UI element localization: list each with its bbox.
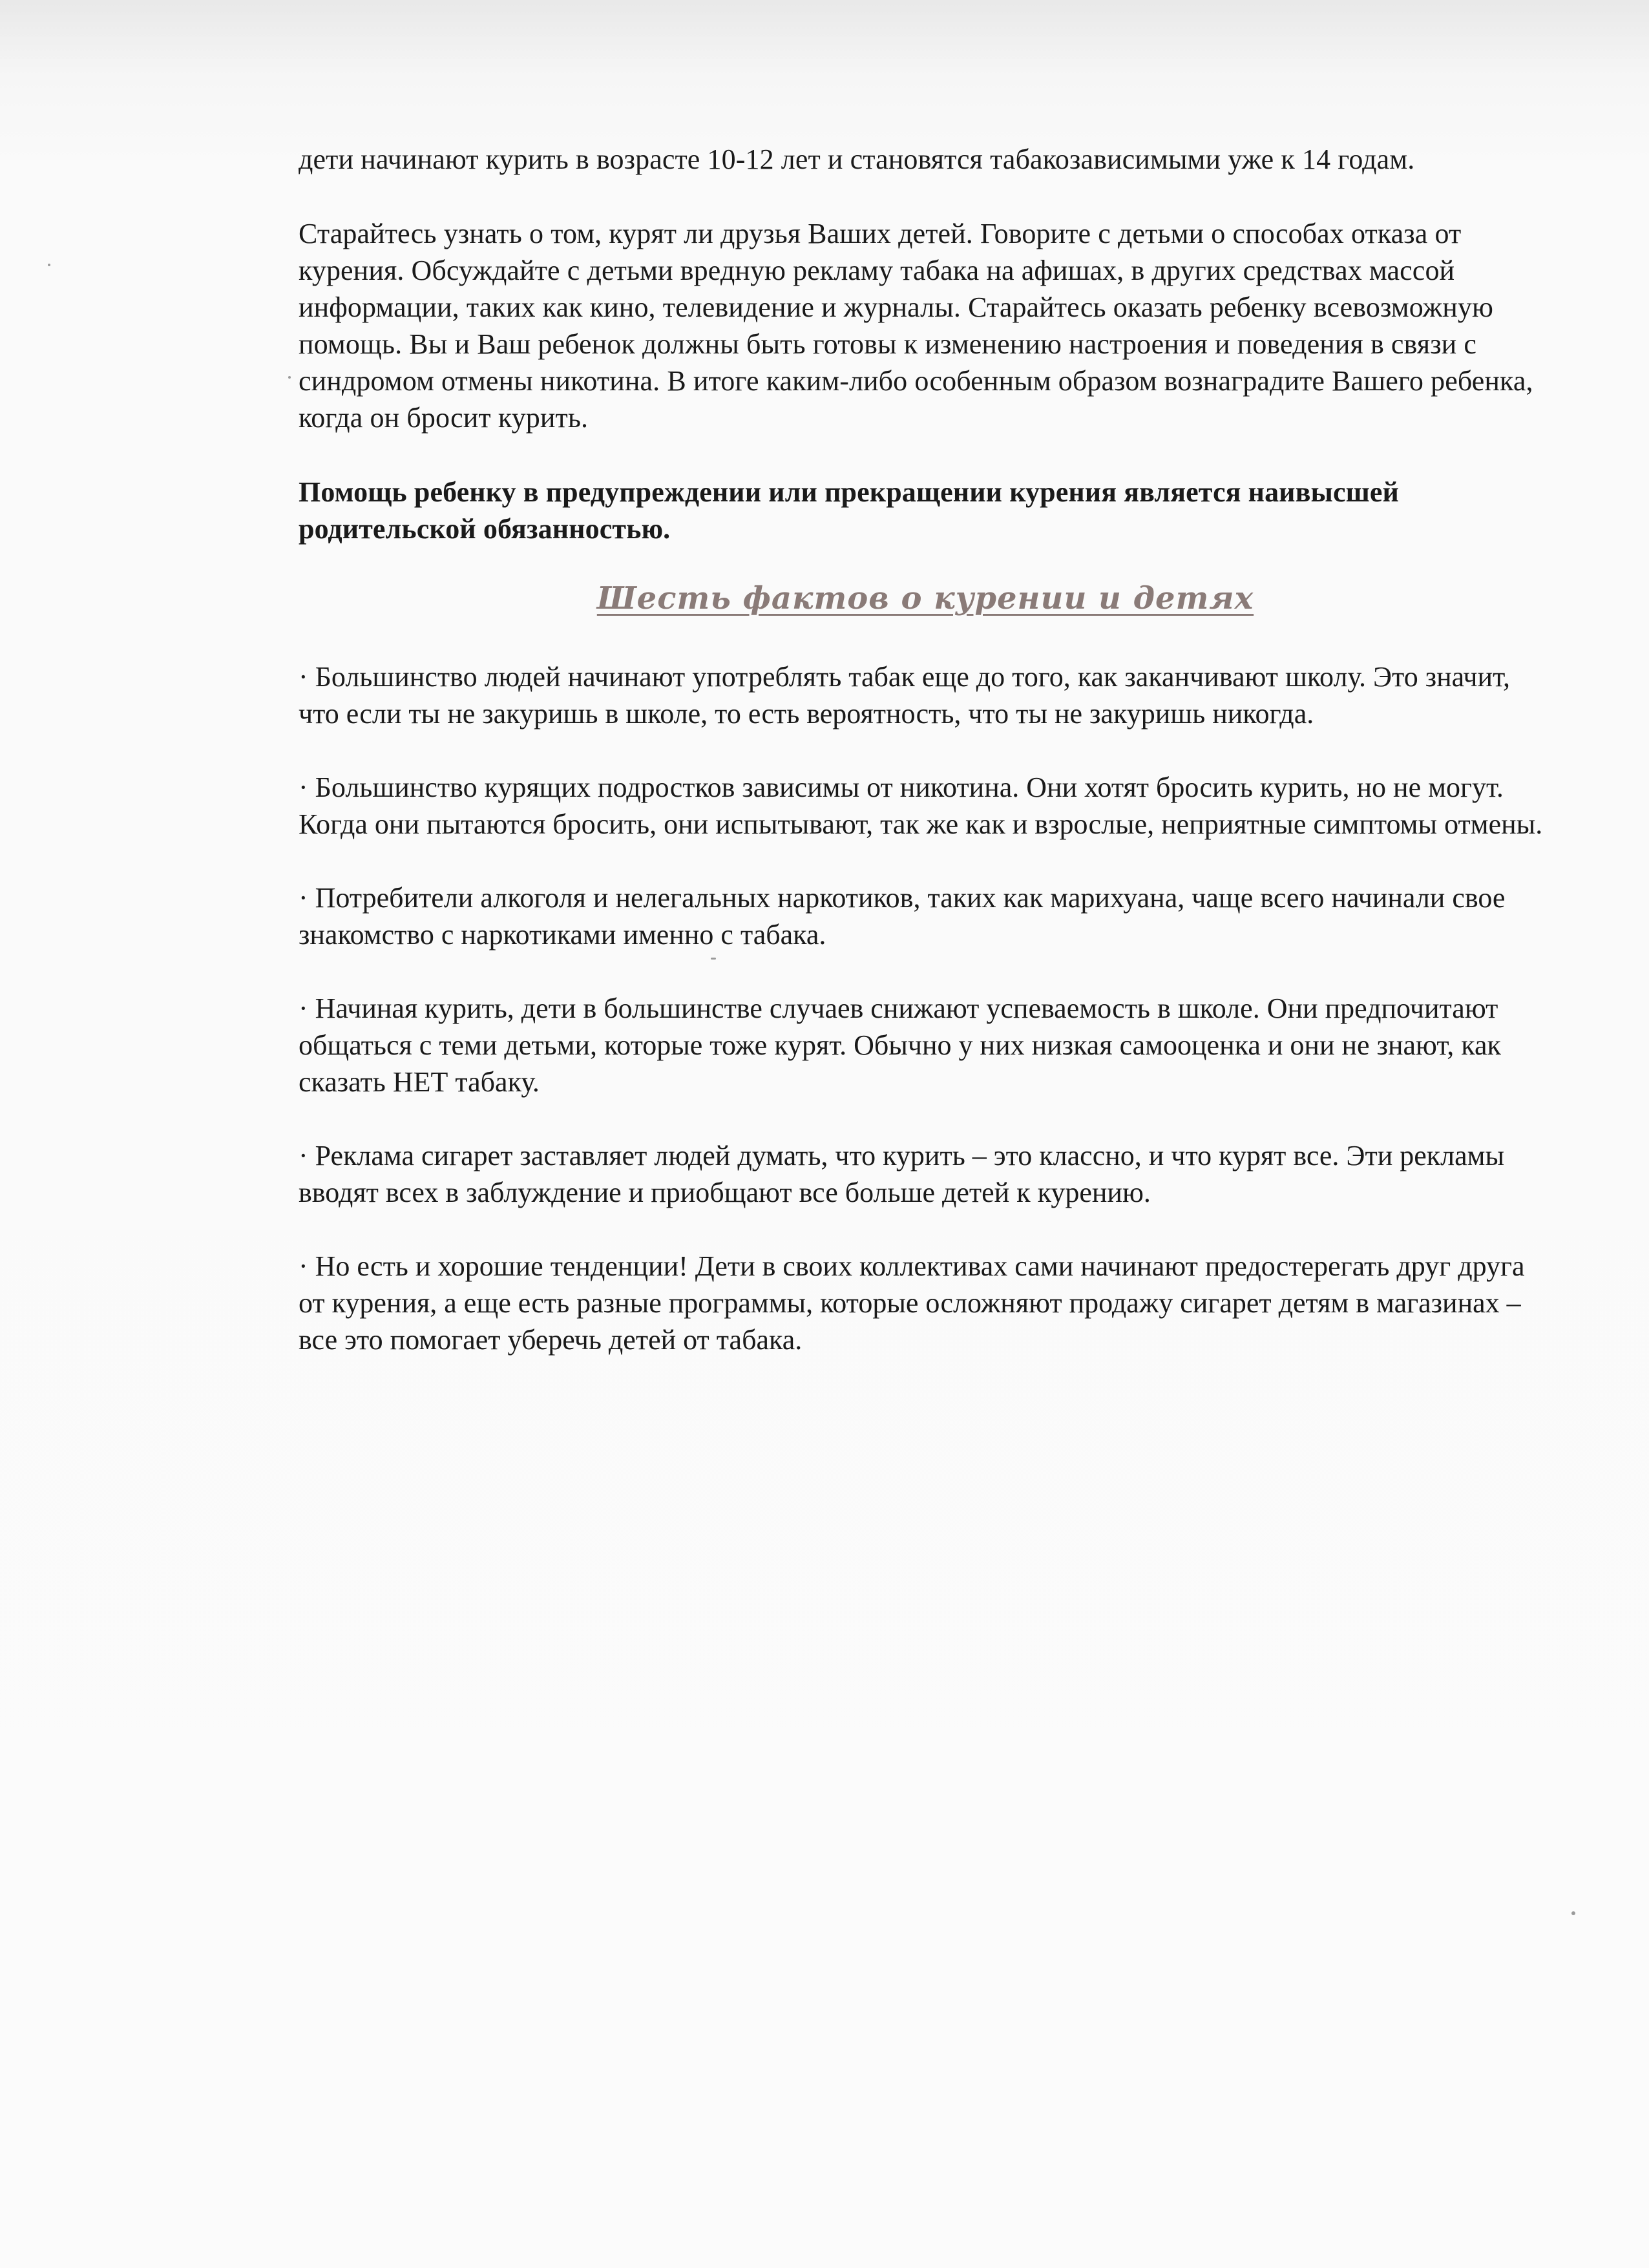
- section-heading: Шесть фактов о курении и детях: [596, 580, 1254, 616]
- scan-speck: [1571, 1911, 1575, 1915]
- advice-paragraph: Старайтесь узнать о том, курят ли друзья Ваших детей. Говорите с детьми о способах отказа от курения. Обсуждайте с детьми вредную рекламу табака на афишах, в других средствах массой информации, таких как кино, телевидение и журналы. Старайтесь оказать ребенку всевозможную помощь. Вы и Ваш ребенок должны быть готовы к изменению настроения и поведения в связи с синдромом отмены никотина. В итоге каким-либо особенным образом вознаградите Вашего ребенка, когда он бросит курить.: [299, 218, 1533, 434]
- fact-item: · Потребители алкоголя и нелегальных наркотиков, таких как марихуана, чаще всего начинали свое знакомство с наркотиками именно с табака.: [299, 882, 1506, 950]
- fact-item: · Большинство людей начинают употреблять табак еще до того, как заканчивают школу. Это значит, что если ты не закуришь в школе, то есть вероятность, что ты не закуришь никогда.: [299, 661, 1510, 730]
- scan-speck: [48, 264, 50, 266]
- fact-item: · Большинство курящих подростков зависимы от никотина. Они хотят бросить курить, но не могут. Когда они пытаются бросить, они испытывают, так же как и взрослые, неприятные симптомы отмены.: [299, 772, 1543, 840]
- fact-item: · Начиная курить, дети в большинстве случаев снижают успеваемость в школе. Они предпочитают общаться с теми детьми, которые тоже курят. Обычно у них низкая самооценка и они не знают, как сказать НЕТ табаку.: [299, 992, 1501, 1098]
- scan-speck: [288, 376, 291, 379]
- fact-item: · Но есть и хорошие тенденции! Дети в своих коллективах сами начинают предостерегать друг друга от курения, а еще есть разные программы, которые осложняют продажу сигарет детям в магазинах – все это помогает уберечь детей от табака.: [299, 1250, 1525, 1356]
- bold-statement: Помощь ребенку в предупреждении или прекращении курения является наивысшей родительской обязанностью.: [299, 476, 1399, 545]
- facts-list: [299, 658, 1552, 1358]
- intro-paragraph: дети начинают курить в возрасте 10-12 лет и становятся табакозависимыми уже к 14 годам.: [299, 143, 1415, 175]
- scan-shadow: [0, 0, 1649, 78]
- document-body: [299, 141, 1552, 1395]
- fact-item: · Реклама сигарет заставляет людей думать, что курить – это классно, и что курят все. Эти рекламы вводят всех в заблуждение и приобщают все больше детей к курению.: [299, 1140, 1505, 1208]
